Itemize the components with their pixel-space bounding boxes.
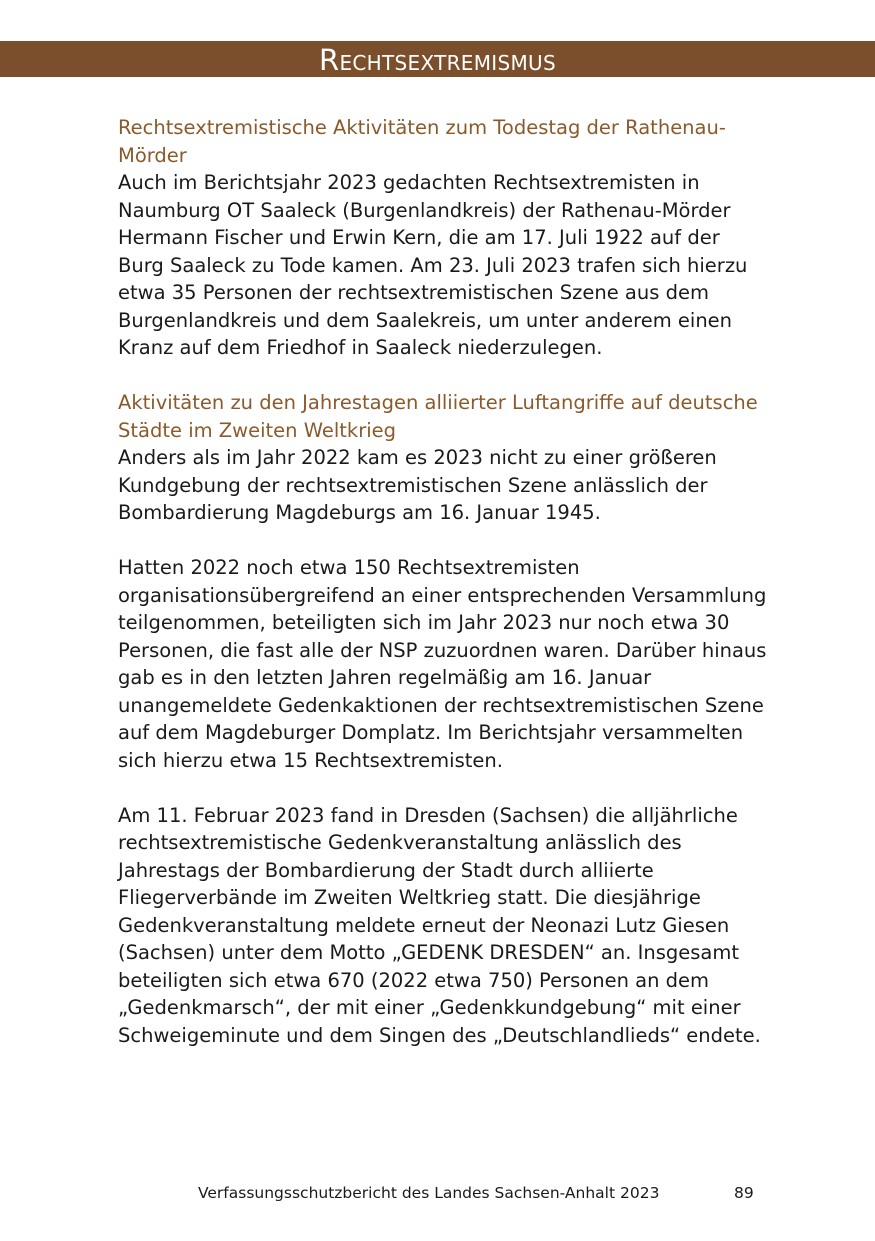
paragraph: Hatten 2022 noch etwa 150 Rechtsextremisten organisationsübergreifend an einer entsprechenden Versammlung teilgenommen, beteiligten sich im Jahr 2023 nur noch etwa 30 Personen, die fast alle der NSP zuzuordnen waren. Darüber hinaus gab es in den letzten Jahren regelmäßig am 16. Januar unangemeldete Gedenkaktionen der rechtsextremistischen Szene auf dem Magdeburger Domplatz. Im Berichtsjahr versammelten sich hierzu etwa 15 Rechtsextremisten. [118, 556, 767, 772]
page-number: 89 [734, 1184, 754, 1202]
paragraph: Anders als im Jahr 2022 kam es 2023 nicht zu einer größeren Kundgebung der rechtsextremistischen Szene anlässlich der Bombardierung Magdeburgs am 16. Januar 1945. [118, 446, 717, 524]
section-luftangriffe [118, 389, 768, 1049]
spacer [118, 362, 768, 390]
spacer [118, 774, 768, 802]
paragraph: Am 11. Februar 2023 fand in Dresden (Sachsen) die alljährliche rechtsextremistische Gedenkveranstaltung anlässlich des Jahrestags der Bombardierung der Stadt durch alliierte Fliegerverbände im Zweiten Weltkrieg statt. Die diesjährige Gedenkveranstaltung meldete erneut der Neonazi Lutz Giesen (Sachsen) unter dem Motto „GEDENK DRESDEN“ an. Insgesamt beteiligten sich etwa 670 (2022 etwa 750) Personen an dem „Gedenkmarsch“, der mit einer „Gedenkkundgebung“ mit einer Schweigeminute und dem Singen des „Deutschlandlieds“ endete. [118, 803, 761, 1047]
footer-publication-title: Verfassungsschutzbericht des Landes Sachsen-Anhalt 2023 [198, 1184, 660, 1202]
section-heading: Rechtsextremistische Aktivitäten zum Todestag der Rathenau-Mörder [118, 116, 726, 167]
chapter-header-band [0, 41, 875, 77]
spacer [118, 527, 768, 555]
section-rathenau [118, 114, 768, 362]
page-content [118, 114, 768, 1049]
paragraph: Auch im Berichtsjahr 2023 gedachten Rechtsextremisten in Naumburg OT Saaleck (Burgenlandkreis) der Rathenau-Mörder Hermann Fischer und Erwin Kern, die am 17. Juli 1922 auf der Burg Saaleck zu Tode kamen. Am 23. Juli 2023 trafen sich hierzu etwa 35 Personen der rechtsextremistischen Szene aus dem Burgenlandkreis und dem Saalekreis, um unter anderem einen Kranz auf dem Friedhof in Saaleck niederzulegen. [118, 171, 748, 359]
chapter-title: Rechtsextremismus [319, 43, 556, 77]
section-heading: Aktivitäten zu den Jahrestagen alliierter Luftangriffe auf deutsche Städte im Zweiten Weltkrieg [118, 391, 758, 442]
